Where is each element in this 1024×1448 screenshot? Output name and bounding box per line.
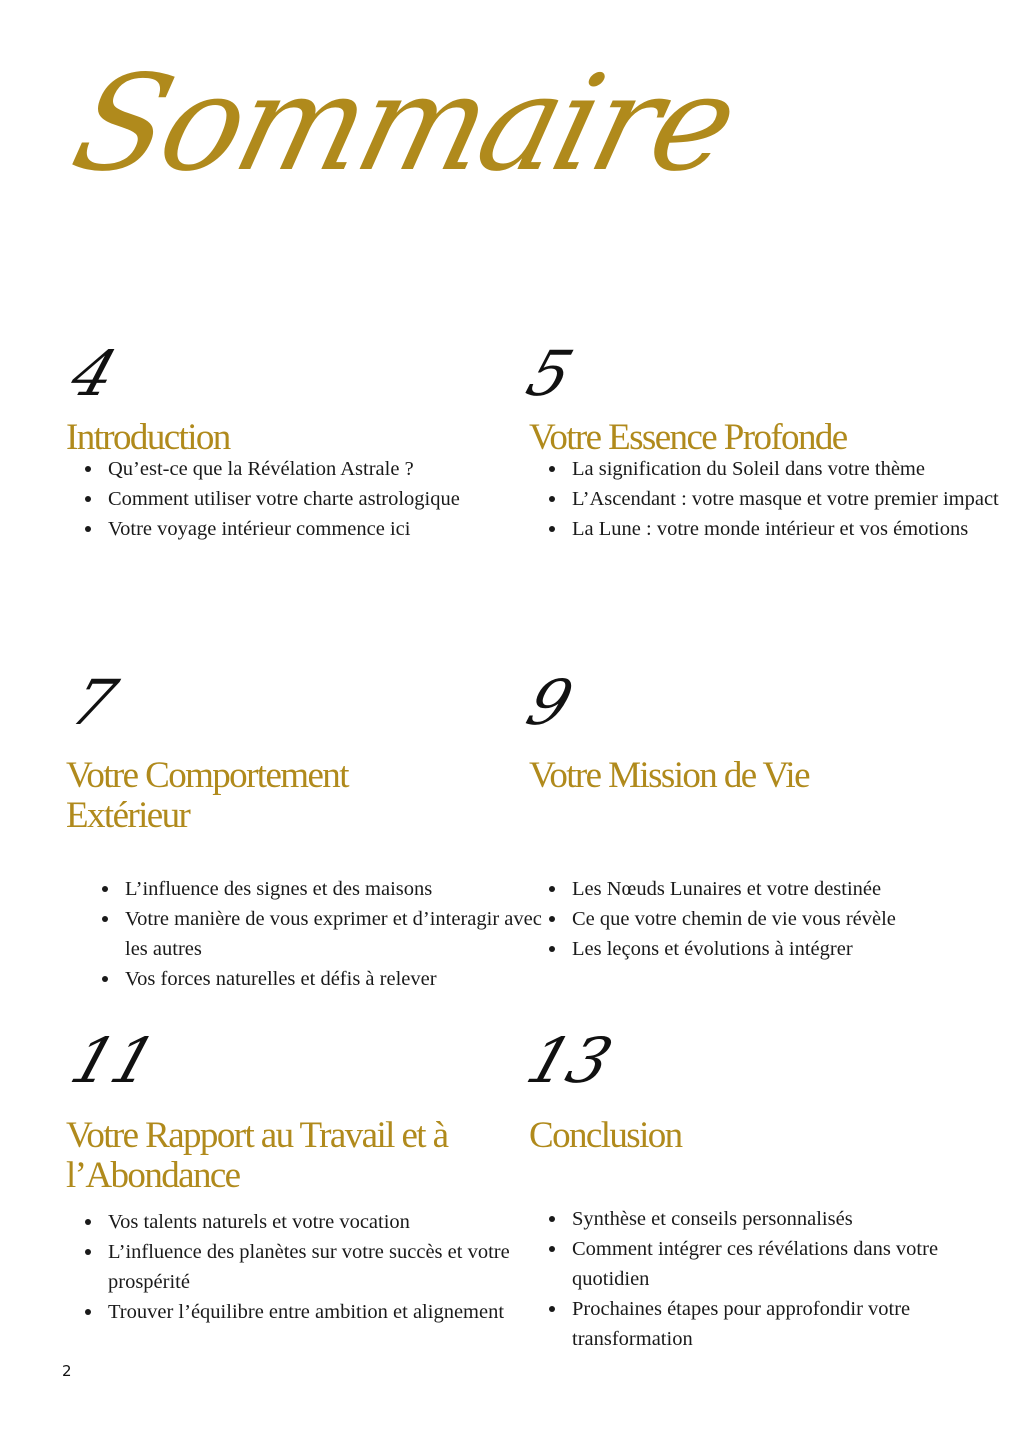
section-heading: Conclusion [529, 1115, 682, 1156]
section-heading: Votre Mission de Vie [529, 755, 809, 796]
list-item: L’Ascendant : votre masque et votre premier impact [572, 484, 1002, 514]
section-item-list [83, 874, 555, 994]
section-heading: Votre Comportement Extérieur [66, 755, 348, 836]
section-heading: Introduction [66, 417, 230, 458]
list-item: L’influence des signes et des maisons [125, 874, 555, 904]
list-item: Qu’est-ce que la Révélation Astrale ? [108, 454, 548, 484]
list-item: L’influence des planètes sur votre succès et votre prospérité [108, 1237, 538, 1297]
list-item: Votre manière de vous exprimer et d’interagir avec les autres [125, 904, 555, 964]
section-heading: Votre Essence Profonde [529, 417, 847, 458]
section-page-number: 4 [62, 337, 126, 410]
section-item-list [66, 1207, 538, 1327]
section-page-number: 5 [518, 337, 582, 410]
section-heading: Votre Rapport au Travail et à l’Abondance [66, 1115, 448, 1196]
section-page-number: 9 [518, 666, 582, 739]
list-item: Vos forces naturelles et défis à relever [125, 964, 555, 994]
list-item: Vos talents naturels et votre vocation [108, 1207, 538, 1237]
section-item-list [530, 874, 1022, 964]
page-title: Sommaire [59, 47, 749, 201]
list-item: Trouver l’équilibre entre ambition et alignement [108, 1297, 538, 1327]
section-page-number: 11 [62, 1024, 166, 1097]
list-item: La Lune : votre monde intérieur et vos émotions [572, 514, 1002, 544]
list-item: Comment utiliser votre charte astrologique [108, 484, 548, 514]
section-page-number: 13 [518, 1024, 622, 1097]
list-item: Les leçons et évolutions à intégrer [572, 934, 1022, 964]
section-item-list [530, 1204, 1002, 1354]
list-item: La signification du Soleil dans votre thème [572, 454, 1002, 484]
section-item-list [66, 454, 548, 544]
list-item: Synthèse et conseils personnalisés [572, 1204, 1002, 1234]
list-item: Les Nœuds Lunaires et votre destinée [572, 874, 1022, 904]
section-item-list [530, 454, 1002, 544]
section-page-number: 7 [62, 666, 126, 739]
list-item: Prochaines étapes pour approfondir votre transformation [572, 1294, 1002, 1354]
list-item: Votre voyage intérieur commence ici [108, 514, 548, 544]
page-number: 2 [62, 1362, 72, 1380]
list-item: Comment intégrer ces révélations dans votre quotidien [572, 1234, 1002, 1294]
list-item: Ce que votre chemin de vie vous révèle [572, 904, 1022, 934]
